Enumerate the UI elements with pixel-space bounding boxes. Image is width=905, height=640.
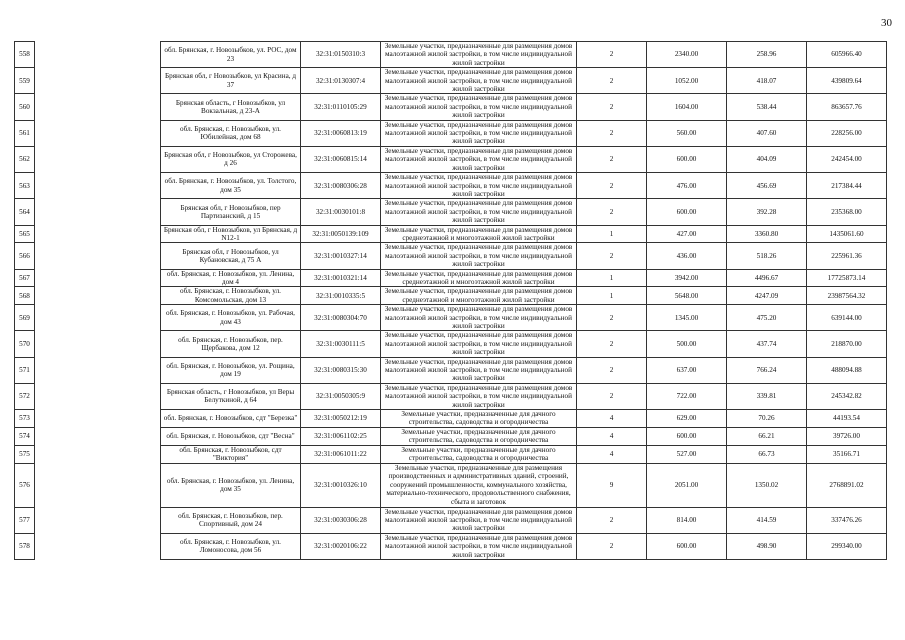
row-number: 561 — [15, 120, 35, 146]
area-cell: 600.00 — [647, 427, 727, 445]
use-category-cell: 2 — [577, 243, 647, 269]
address-cell: Брянская область, г Новозыбков, ул Веры Белуткиной, д 64 — [161, 383, 301, 409]
cadastral-value-cell: 639144.00 — [807, 305, 887, 331]
row-number: 565 — [15, 225, 35, 243]
row-number: 562 — [15, 146, 35, 172]
cadastral-value-cell: 337476.26 — [807, 507, 887, 533]
table-row — [15, 120, 887, 146]
table-row — [15, 507, 887, 533]
cadastral-value-cell: 605966.40 — [807, 42, 887, 68]
spacer-cell — [35, 445, 161, 463]
address-cell: Брянская обл, г Новозыбков, ул Красина, д 37 — [161, 68, 301, 94]
use-category-cell: 2 — [577, 199, 647, 225]
table-row — [15, 357, 887, 383]
use-category-cell: 2 — [577, 507, 647, 533]
spacer-cell — [35, 410, 161, 428]
row-number: 576 — [15, 463, 35, 507]
cadastral-value-cell: 23987564.32 — [807, 287, 887, 305]
row-number: 573 — [15, 410, 35, 428]
spacer-cell — [35, 225, 161, 243]
land-use-cell: Земельные участки, предназначенные для размещения домов малоэтажной жилой застройки, в том числе индивидуальной жилой застройки — [381, 146, 577, 172]
use-category-cell: 4 — [577, 445, 647, 463]
land-use-cell: Земельные участки, предназначенные для размещения домов среднеэтажной и многоэтажной жилой застройки — [381, 269, 577, 287]
use-category-cell: 1 — [577, 225, 647, 243]
cadastral-number-cell: 32:31:0080304:70 — [301, 305, 381, 331]
table-row — [15, 199, 887, 225]
use-category-cell: 2 — [577, 173, 647, 199]
land-use-cell: Земельные участки, предназначенные для размещения домов малоэтажной жилой застройки, в том числе индивидуальной жилой застройки — [381, 357, 577, 383]
area-cell: 722.00 — [647, 383, 727, 409]
cadastral-value-cell: 225961.36 — [807, 243, 887, 269]
use-category-cell: 4 — [577, 410, 647, 428]
area-cell: 1345.00 — [647, 305, 727, 331]
area-cell: 1052.00 — [647, 68, 727, 94]
table-row — [15, 410, 887, 428]
area-cell: 5648.00 — [647, 287, 727, 305]
cadastral-number-cell: 32:31:0030101:8 — [301, 199, 381, 225]
address-cell: обл. Брянская, г. Новозыбков, ул. Толстого, дом 35 — [161, 173, 301, 199]
cadastral-value-cell: 863657.76 — [807, 94, 887, 120]
cadastral-number-cell: 32:31:0050212:19 — [301, 410, 381, 428]
spacer-cell — [35, 331, 161, 357]
use-category-cell: 2 — [577, 331, 647, 357]
use-category-cell: 2 — [577, 357, 647, 383]
cadastral-number-cell: 32:31:0030306:28 — [301, 507, 381, 533]
address-cell: обл. Брянская, г. Новозыбков, сдт "Виктория" — [161, 445, 301, 463]
land-use-cell: Земельные участки, предназначенные для размещения домов малоэтажной жилой застройки, в том числе индивидуальной жилой застройки — [381, 533, 577, 559]
area-cell: 600.00 — [647, 146, 727, 172]
spacer-cell — [35, 243, 161, 269]
specific-value-cell: 766.24 — [727, 357, 807, 383]
row-number: 569 — [15, 305, 35, 331]
specific-value-cell: 407.60 — [727, 120, 807, 146]
area-cell: 3942.00 — [647, 269, 727, 287]
specific-value-cell: 498.90 — [727, 533, 807, 559]
row-number: 558 — [15, 42, 35, 68]
page-number: 30 — [881, 17, 892, 29]
cadastral-number-cell: 32:31:0010335:5 — [301, 287, 381, 305]
spacer-cell — [35, 42, 161, 68]
address-cell: обл. Брянская, г. Новозыбков, сдт "Березка" — [161, 410, 301, 428]
land-use-cell: Земельные участки, предназначенные для дачного строительства, садоводства и огородничества — [381, 427, 577, 445]
use-category-cell: 1 — [577, 269, 647, 287]
use-category-cell: 2 — [577, 94, 647, 120]
area-cell: 436.00 — [647, 243, 727, 269]
table-row — [15, 305, 887, 331]
use-category-cell: 2 — [577, 120, 647, 146]
land-registry-table — [14, 41, 887, 560]
spacer-cell — [35, 146, 161, 172]
land-use-cell: Земельные участки, предназначенные для дачного строительства, садоводства и огородничества — [381, 445, 577, 463]
spacer-cell — [35, 68, 161, 94]
land-use-cell: Земельные участки, предназначенные для размещения домов среднеэтажной и многоэтажной жилой застройки — [381, 225, 577, 243]
specific-value-cell: 518.26 — [727, 243, 807, 269]
table-row — [15, 42, 887, 68]
address-cell: Брянская обл, г Новозыбков, пер Партизанский, д 15 — [161, 199, 301, 225]
spacer-cell — [35, 383, 161, 409]
land-use-cell: Земельные участки, предназначенные для размещения домов малоэтажной жилой застройки, в том числе индивидуальной жилой застройки — [381, 199, 577, 225]
row-number: 577 — [15, 507, 35, 533]
spacer-cell — [35, 463, 161, 507]
land-use-cell: Земельные участки, предназначенные для размещения домов малоэтажной жилой застройки, в том числе индивидуальной жилой застройки — [381, 507, 577, 533]
cadastral-number-cell: 32:31:0061102:25 — [301, 427, 381, 445]
spacer-cell — [35, 357, 161, 383]
land-use-cell: Земельные участки, предназначенные для размещения домов малоэтажной жилой застройки, в том числе индивидуальной жилой застройки — [381, 68, 577, 94]
row-number: 559 — [15, 68, 35, 94]
table-row — [15, 427, 887, 445]
use-category-cell: 2 — [577, 305, 647, 331]
cadastral-value-cell: 44193.54 — [807, 410, 887, 428]
cadastral-value-cell: 35166.71 — [807, 445, 887, 463]
address-cell: обл. Брянская, г. Новозыбков, пер. Спортивный, дом 24 — [161, 507, 301, 533]
specific-value-cell: 437.74 — [727, 331, 807, 357]
row-number: 571 — [15, 357, 35, 383]
address-cell: Брянская обл, г Новозыбков, ул Сторожева, д 26 — [161, 146, 301, 172]
cadastral-number-cell: 32:31:0061011:22 — [301, 445, 381, 463]
cadastral-value-cell: 439809.64 — [807, 68, 887, 94]
area-cell: 637.00 — [647, 357, 727, 383]
area-cell: 600.00 — [647, 533, 727, 559]
area-cell: 476.00 — [647, 173, 727, 199]
use-category-cell: 2 — [577, 42, 647, 68]
spacer-cell — [35, 533, 161, 559]
land-use-cell: Земельные участки, предназначенные для размещения производственных и административных зданий, строений, сооружений промышленности, коммунального хозяйства, материально-технического, продовольственного снабжения, сбыта и заготовок — [381, 463, 577, 507]
table-row — [15, 68, 887, 94]
area-cell: 560.00 — [647, 120, 727, 146]
area-cell: 2051.00 — [647, 463, 727, 507]
land-use-cell: Земельные участки, предназначенные для размещения домов малоэтажной жилой застройки, в том числе индивидуальной жилой застройки — [381, 173, 577, 199]
row-number: 575 — [15, 445, 35, 463]
spacer-cell — [35, 287, 161, 305]
cadastral-value-cell: 39726.00 — [807, 427, 887, 445]
area-cell: 427.00 — [647, 225, 727, 243]
specific-value-cell: 4247.09 — [727, 287, 807, 305]
area-cell: 1604.00 — [647, 94, 727, 120]
cadastral-number-cell: 32:31:0050139:109 — [301, 225, 381, 243]
address-cell: обл. Брянская, г. Новозыбков, сдт "Весна" — [161, 427, 301, 445]
address-cell: обл. Брянская, г. Новозыбков, ул. Ленина, дом 4 — [161, 269, 301, 287]
cadastral-value-cell: 235368.00 — [807, 199, 887, 225]
table-row — [15, 287, 887, 305]
table-row — [15, 533, 887, 559]
cadastral-number-cell: 32:31:0110105:29 — [301, 94, 381, 120]
spacer-cell — [35, 507, 161, 533]
use-category-cell: 2 — [577, 68, 647, 94]
spacer-cell — [35, 173, 161, 199]
use-category-cell: 9 — [577, 463, 647, 507]
table-row — [15, 463, 887, 507]
area-cell: 629.00 — [647, 410, 727, 428]
cadastral-value-cell: 17725873.14 — [807, 269, 887, 287]
row-number: 560 — [15, 94, 35, 120]
row-number: 572 — [15, 383, 35, 409]
address-cell: Брянская обл, г Новозыбков, ул Брянская, д N12-1 — [161, 225, 301, 243]
specific-value-cell: 475.20 — [727, 305, 807, 331]
use-category-cell: 2 — [577, 533, 647, 559]
land-use-cell: Земельные участки, предназначенные для размещения домов среднеэтажной и многоэтажной жилой застройки — [381, 287, 577, 305]
cadastral-number-cell: 32:31:0030111:5 — [301, 331, 381, 357]
address-cell: обл. Брянская, г. Новозыбков, ул. Рощина, дом 19 — [161, 357, 301, 383]
land-use-cell: Земельные участки, предназначенные для размещения домов малоэтажной жилой застройки, в том числе индивидуальной жилой застройки — [381, 94, 577, 120]
address-cell: обл. Брянская, г. Новозыбков, пер. Щербакова, дом 12 — [161, 331, 301, 357]
table-row — [15, 94, 887, 120]
area-cell: 814.00 — [647, 507, 727, 533]
address-cell: обл. Брянская, г. Новозыбков, ул. Ломоносова, дом 56 — [161, 533, 301, 559]
cadastral-number-cell: 32:31:0150310:3 — [301, 42, 381, 68]
specific-value-cell: 258.96 — [727, 42, 807, 68]
cadastral-number-cell: 32:31:0010321:14 — [301, 269, 381, 287]
area-cell: 527.00 — [647, 445, 727, 463]
land-use-cell: Земельные участки, предназначенные для размещения домов малоэтажной жилой застройки, в том числе индивидуальной жилой застройки — [381, 42, 577, 68]
table-row — [15, 243, 887, 269]
land-use-cell: Земельные участки, предназначенные для размещения домов малоэтажной жилой застройки, в том числе индивидуальной жилой застройки — [381, 305, 577, 331]
cadastral-value-cell: 299340.00 — [807, 533, 887, 559]
spacer-cell — [35, 120, 161, 146]
cadastral-number-cell: 32:31:0130307:4 — [301, 68, 381, 94]
table-row — [15, 445, 887, 463]
area-cell: 2340.00 — [647, 42, 727, 68]
address-cell: Брянская обл, г Новозыбков, ул Кубановская, д 75 А — [161, 243, 301, 269]
land-use-cell: Земельные участки, предназначенные для размещения домов малоэтажной жилой застройки, в том числе индивидуальной жилой застройки — [381, 383, 577, 409]
table-row — [15, 383, 887, 409]
land-use-cell: Земельные участки, предназначенные для размещения домов малоэтажной жилой застройки, в том числе индивидуальной жилой застройки — [381, 243, 577, 269]
address-cell: обл. Брянская, г. Новозыбков, ул. РОС, дом 23 — [161, 42, 301, 68]
table-row — [15, 331, 887, 357]
cadastral-number-cell: 32:31:0010326:10 — [301, 463, 381, 507]
specific-value-cell: 392.28 — [727, 199, 807, 225]
specific-value-cell: 3360.80 — [727, 225, 807, 243]
spacer-cell — [35, 269, 161, 287]
specific-value-cell: 538.44 — [727, 94, 807, 120]
use-category-cell: 2 — [577, 383, 647, 409]
row-number: 563 — [15, 173, 35, 199]
spacer-cell — [35, 427, 161, 445]
cadastral-number-cell: 32:31:0010327:14 — [301, 243, 381, 269]
address-cell: обл. Брянская, г. Новозыбков, ул. Ленина, дом 35 — [161, 463, 301, 507]
area-cell: 500.00 — [647, 331, 727, 357]
cadastral-number-cell: 32:31:0080315:30 — [301, 357, 381, 383]
address-cell: обл. Брянская, г. Новозыбков, ул. Комсомольская, дом 13 — [161, 287, 301, 305]
cadastral-value-cell: 242454.00 — [807, 146, 887, 172]
row-number: 578 — [15, 533, 35, 559]
cadastral-value-cell: 228256.00 — [807, 120, 887, 146]
address-cell: обл. Брянская, г. Новозыбков, ул. Рабочая, дом 43 — [161, 305, 301, 331]
cadastral-number-cell: 32:31:0060813:19 — [301, 120, 381, 146]
cadastral-number-cell: 32:31:0080306:28 — [301, 173, 381, 199]
table-row — [15, 146, 887, 172]
spacer-cell — [35, 94, 161, 120]
row-number: 566 — [15, 243, 35, 269]
use-category-cell: 4 — [577, 427, 647, 445]
use-category-cell: 1 — [577, 287, 647, 305]
registry-body — [15, 42, 887, 560]
spacer-cell — [35, 305, 161, 331]
row-number: 564 — [15, 199, 35, 225]
cadastral-number-cell: 32:31:0060815:14 — [301, 146, 381, 172]
land-use-cell: Земельные участки, предназначенные для размещения домов малоэтажной жилой застройки, в том числе индивидуальной жилой застройки — [381, 331, 577, 357]
cadastral-value-cell: 245342.82 — [807, 383, 887, 409]
spacer-cell — [35, 199, 161, 225]
row-number: 567 — [15, 269, 35, 287]
specific-value-cell: 66.21 — [727, 427, 807, 445]
use-category-cell: 2 — [577, 146, 647, 172]
cadastral-number-cell: 32:31:0020106:22 — [301, 533, 381, 559]
cadastral-value-cell: 488094.88 — [807, 357, 887, 383]
table-row — [15, 173, 887, 199]
specific-value-cell: 414.59 — [727, 507, 807, 533]
cadastral-value-cell: 217384.44 — [807, 173, 887, 199]
specific-value-cell: 339.81 — [727, 383, 807, 409]
specific-value-cell: 418.07 — [727, 68, 807, 94]
address-cell: Брянская область, г Новозыбков, ул Вокзальная, д 23-А — [161, 94, 301, 120]
row-number: 568 — [15, 287, 35, 305]
specific-value-cell: 66.73 — [727, 445, 807, 463]
specific-value-cell: 404.09 — [727, 146, 807, 172]
land-use-cell: Земельные участки, предназначенные для дачного строительства, садоводства и огородничества — [381, 410, 577, 428]
table-row — [15, 269, 887, 287]
specific-value-cell: 4496.67 — [727, 269, 807, 287]
address-cell: обл. Брянская, г. Новозыбков, ул. Юбилейная, дом 68 — [161, 120, 301, 146]
cadastral-value-cell: 218870.00 — [807, 331, 887, 357]
cadastral-value-cell: 1435061.60 — [807, 225, 887, 243]
area-cell: 600.00 — [647, 199, 727, 225]
specific-value-cell: 70.26 — [727, 410, 807, 428]
cadastral-value-cell: 2768891.02 — [807, 463, 887, 507]
specific-value-cell: 1350.02 — [727, 463, 807, 507]
cadastral-number-cell: 32:31:0050305:9 — [301, 383, 381, 409]
land-use-cell: Земельные участки, предназначенные для размещения домов малоэтажной жилой застройки, в том числе индивидуальной жилой застройки — [381, 120, 577, 146]
row-number: 570 — [15, 331, 35, 357]
specific-value-cell: 456.69 — [727, 173, 807, 199]
row-number: 574 — [15, 427, 35, 445]
table-row — [15, 225, 887, 243]
